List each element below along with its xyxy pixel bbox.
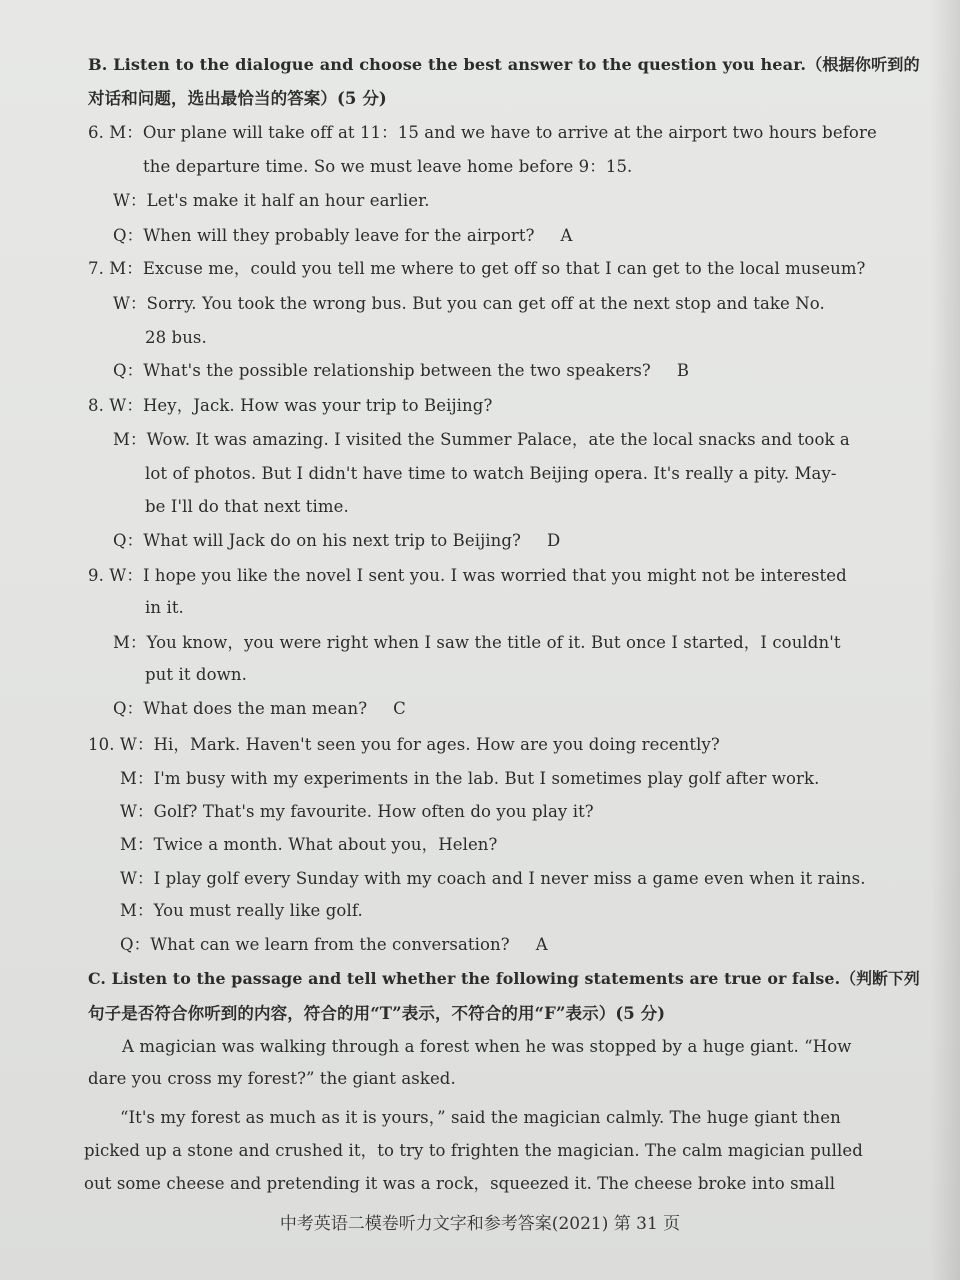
q6-line3: W：Let's make it half an hour earlier. (113, 191, 430, 210)
section-b-instruction-line1: B. Listen to the dialogue and choose the best answer to the question you hear.（根据你听到的 (88, 55, 920, 74)
q10-question-text: Q：What can we learn from the conversation? (120, 935, 510, 954)
q10-line6: M：You must really like golf. (120, 901, 363, 920)
section-c-instruction-line2: 句子是否符合你听到的内容，符合的用“T”表示，不符合的用“F”表示）(5 分) (88, 1004, 666, 1023)
passage-line3: “It's my forest as much as it is yours，” said the magician calmly. The huge giant then (120, 1108, 841, 1127)
q10-line2: M：I'm busy with my experiments in the lab. But I sometimes play golf after work. (120, 769, 820, 788)
page-edge-shadow (930, 0, 960, 1280)
q7-question (113, 360, 689, 382)
q10-line5: W：I play golf every Sunday with my coach and I never miss a game even when it rains. (120, 869, 866, 888)
q9-line3: M：You know，you were right when I saw the title of it. But once I started，I couldn't (113, 633, 841, 652)
q7-line3: 28 bus. (145, 328, 207, 347)
q9-question-text: Q：What does the man mean? (113, 699, 368, 718)
q7-line1: 7. M：Excuse me，could you tell me where to get off so that I can get to the local museum? (88, 259, 866, 278)
q8-line1: 8. W：Hey，Jack. How was your trip to Beijing? (88, 396, 493, 415)
q8-answer: D (547, 531, 561, 550)
q7-question-text: Q：What's the possible relationship between the two speakers? (113, 361, 651, 380)
q6-line2: the departure time. So we must leave home before 9：15. (143, 157, 633, 176)
q8-question (113, 530, 560, 552)
q7-answer: B (676, 361, 690, 380)
q10-line3: W：Golf? That's my favourite. How often do you play it? (120, 802, 594, 821)
q7-line2: W：Sorry. You took the wrong bus. But you can get off at the next stop and take No. (113, 294, 825, 313)
q10-line1: 10. W：Hi，Mark. Haven't seen you for ages. How are you doing recently? (88, 735, 720, 754)
q9-line4: put it down. (145, 665, 247, 684)
q6-answer: A (560, 226, 573, 245)
q6-question-text: Q：When will they probably leave for the airport? (113, 226, 535, 245)
passage-line2: dare you cross my forest?” the giant asked. (88, 1069, 456, 1088)
passage-line4: picked up a stone and crushed it，to try to frighten the magician. The calm magician pulled (84, 1141, 863, 1160)
q6-question (113, 225, 573, 247)
passage-line1: A magician was walking through a forest when he was stopped by a huge giant. “How (122, 1037, 852, 1056)
section-c-instruction-line1: C. Listen to the passage and tell whether the following statements are true or false.（判断下列 (88, 969, 920, 988)
q6-line1: 6. M：Our plane will take off at 11：15 and we have to arrive at the airport two hours before (88, 123, 877, 142)
q9-line2: in it. (145, 598, 184, 617)
q8-question-text: Q：What will Jack do on his next trip to Beijing? (113, 531, 522, 550)
page-footer: 中考英语二模卷听力文字和参考答案(2021) 第 31 页 (279, 1214, 681, 1234)
q8-line3: lot of photos. But I didn't have time to watch Beijing opera. It's really a pity. May- (145, 464, 837, 483)
q8-line4: be I'll do that next time. (145, 497, 349, 516)
q9-line1: 9. W：I hope you like the novel I sent you. I was worried that you might not be interested (88, 566, 847, 585)
q8-line2: M：Wow. It was amazing. I visited the Summer Palace，ate the local snacks and took a (113, 430, 850, 449)
passage-line5: out some cheese and pretending it was a rock，squeezed it. The cheese broke into small (84, 1174, 836, 1193)
q10-line4: M：Twice a month. What about you，Helen? (120, 835, 498, 854)
q10-question (120, 934, 548, 956)
q9-answer: C (393, 699, 406, 718)
section-b-instruction-line2: 对话和问题，选出最恰当的答案）(5 分) (88, 89, 387, 108)
q9-question (113, 698, 406, 720)
q10-answer: A (535, 935, 548, 954)
